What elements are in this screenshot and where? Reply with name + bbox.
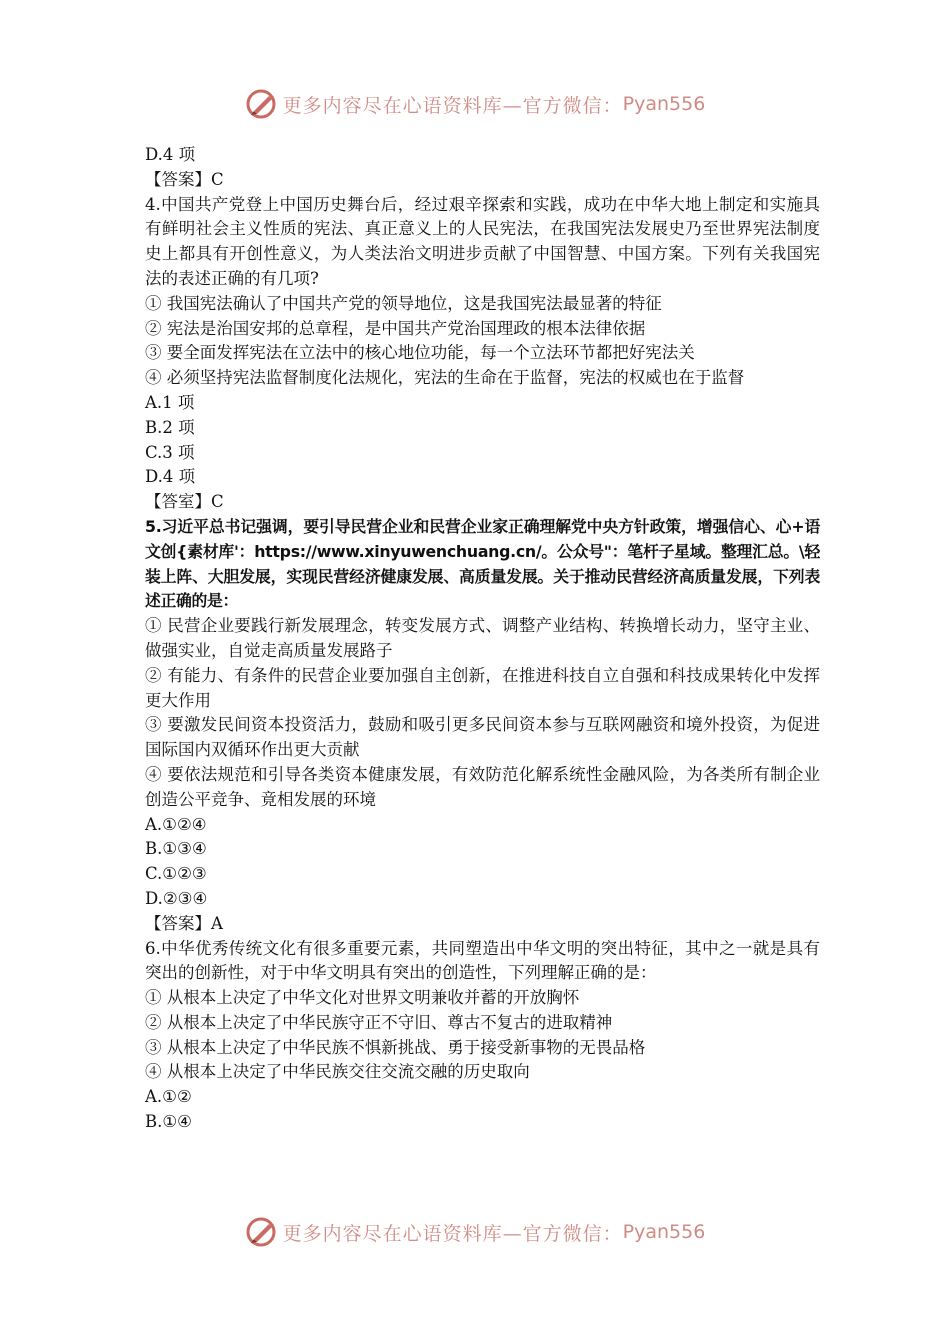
statement-line: ③ 要全面发挥宪法在立法中的核心地位功能，每一个立法环节都把好宪法关	[145, 343, 695, 363]
option-line: D.②③④	[145, 888, 208, 908]
watermark-text: 更多内容尽在心语资料库—官方微信：	[282, 1222, 623, 1245]
statement-line: ① 民营企业要践行新发展理念，转变发展方式、调整产业结构、转换增长动力，坚守主业、做强实业，自觉走高质量发展路子	[145, 616, 820, 660]
answer-line: 【答案】A	[145, 913, 223, 933]
watermark-wechat-id: Pyan556	[622, 93, 706, 115]
statement-line: ② 宪法是治国安邦的总章程，是中国共产党治国理政的根本法律依据	[145, 318, 646, 338]
statement-line: ④ 要依法规范和引导各类资本健康发展，有效防范化解系统性金融风险，为各类所有制企业创造公平竞争、竟相发展的环境	[145, 764, 820, 809]
option-line: B.2 项	[145, 417, 195, 437]
answer-line: 【答案】C	[145, 169, 224, 189]
option-line: D.4 项	[145, 145, 196, 164]
option-line: B.①③④	[145, 839, 207, 859]
option-line: A.①②④	[145, 814, 207, 834]
option-line: B.①④	[145, 1112, 192, 1132]
statement-line: ③ 从根本上决定了中华民族不惧新挑战、勇于接受新事物的无畏品格	[145, 1037, 646, 1057]
watermark-wechat-id: Pyan556	[622, 1221, 706, 1243]
document-body	[145, 143, 820, 1135]
footer-watermark	[0, 1212, 950, 1252]
statement-line: ① 我国宪法确认了中国共产党的领导地位，这是我国宪法最显著的特征	[145, 293, 662, 313]
watermark-text: 更多内容尽在心语资料库—官方微信：	[282, 94, 623, 117]
question-6-stem: 6.中华优秀传统文化有很多重要元素，共同塑造出中华文明的突出特征，其中之一就是具有突出的创新性，对于中华文明具有突出的创造性，下列理解正确的是：	[145, 938, 820, 983]
statement-line: ④ 从根本上决定了中华民族交往交流交融的历史取向	[145, 1062, 530, 1082]
statement-line: ① 从根本上决定了中华文化对世界文明兼收并蓄的开放胸怀	[145, 988, 580, 1008]
option-line: C.①②③	[145, 864, 207, 884]
option-line: D.4 项	[145, 467, 196, 487]
question-5-stem: 5.习近平总书记强调，要引导民营企业和民营企业家正确理解党中央方针政策，增强信心、心+语文创{素材库'：https://www.xinyuwenchuang.cn/。公众号"：笔杆子星域。整理汇总。\轻装上阵、大胆发展，实现民营经济健康发展、高质量发展。关于推动民营经济高质量发展，下列表述正确的是：	[145, 516, 820, 611]
question-4-stem: 4.中国共产党登上中国历史舞台后，经过艰辛探索和实践，成功在中华大地上制定和实施具有鲜明社会主义性质的宪法、真正意义上的人民宪法，在我国宪法发展史乃至世界宪法制度史上都具有开创性意义，为人类法治文明进步贡献了中国智慧、中国方案。下列有关我国宪法的表述正确的有几项?	[145, 194, 820, 288]
pen-logo-icon	[245, 1215, 279, 1249]
pen-logo-icon	[245, 87, 279, 121]
statement-line: ③ 要激发民间资本投资活力，鼓励和吸引更多民间资本参与互联网融资和境外投资，为促进国际国内双循环作出更大贡献	[145, 715, 820, 760]
statement-line: ④ 必须坚持宪法监督制度化法规化，宪法的生命在于监督，宪法的权威也在于监督	[145, 368, 745, 388]
statement-line: ② 从根本上决定了中华民族守正不守旧、尊古不复古的进取精神	[145, 1012, 613, 1032]
answer-line: 【答室】C	[145, 492, 224, 512]
option-line: A.1 项	[145, 392, 195, 412]
option-line: A.①②	[145, 1087, 192, 1107]
header-watermark	[0, 84, 950, 124]
statement-line: ② 有能力、有条件的民营企业要加强自主创新，在推进科技自立自强和科技成果转化中发挥更大作用	[145, 665, 820, 710]
option-line: C.3 项	[145, 442, 195, 462]
